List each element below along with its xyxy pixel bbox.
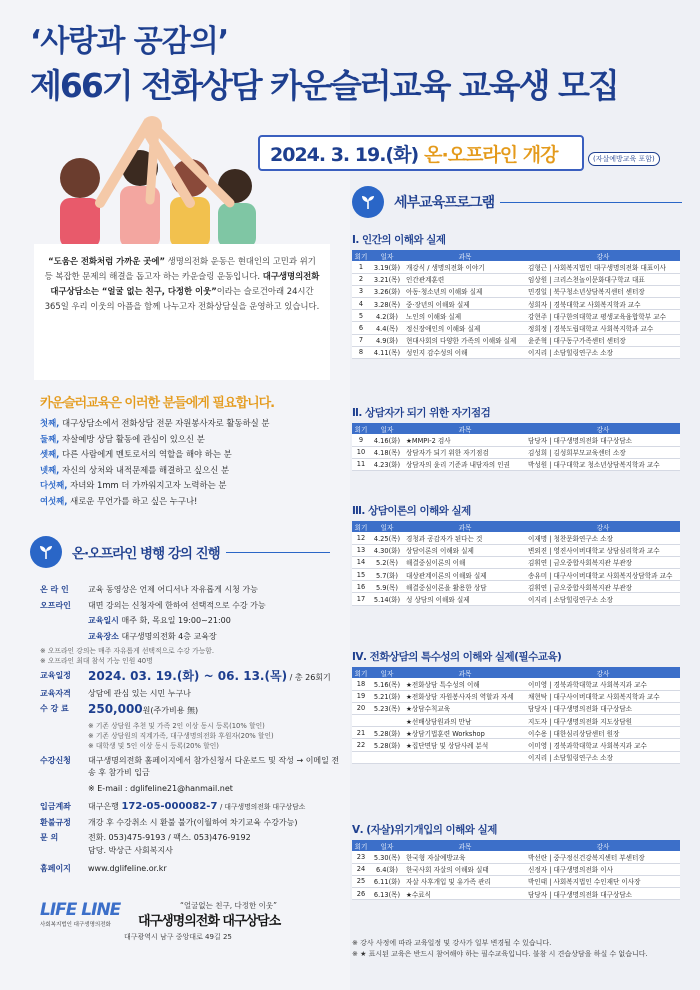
table-row <box>352 346 680 358</box>
date-cell: 5.21(화) <box>370 690 404 702</box>
offline-label: 오프라인 <box>40 600 71 610</box>
program-table <box>352 423 680 471</box>
session-cell: 13 <box>352 544 370 556</box>
intro-quote: “도움은 전화처럼 가까운 곳에” <box>48 256 165 266</box>
place-text: 대구생명의전화 4층 교육장 <box>121 631 217 641</box>
need-item-order: 넷째, <box>40 464 60 475</box>
need-item <box>40 494 340 510</box>
subject-cell: 개강식 / 생명의전화 이야기 <box>404 261 526 273</box>
need-item-order: 셋째, <box>40 449 60 459</box>
subject-cell: 현대사회의 다양한 가족의 이해와 실제 <box>404 334 526 346</box>
subject-cell: 해결중심이론을 활용한 상담 <box>404 581 526 593</box>
online-label: 온 라 인 <box>40 585 69 594</box>
section-divider <box>500 202 682 203</box>
table-row <box>352 851 680 863</box>
table-row <box>352 739 680 751</box>
lecturer-cell: 김휘연 | 금오중합사회복지관 부관장 <box>526 556 680 568</box>
column-header: 강사 <box>526 521 680 532</box>
session-cell: 11 <box>352 458 370 470</box>
offline-note-2: ※ 오프라인 최대 참석 가능 인원 40명 <box>40 657 153 665</box>
session-cell <box>352 751 370 763</box>
need-list <box>40 416 340 509</box>
session-cell: 16 <box>352 581 370 593</box>
session-cell: 25 <box>352 875 370 887</box>
session-cell: 15 <box>352 569 370 581</box>
sprout-icon <box>30 536 62 568</box>
sprout-icon <box>352 186 384 218</box>
session-cell: 21 <box>352 727 370 739</box>
qualification-text: 상담에 관심 있는 시민 누구나 <box>88 688 191 698</box>
subject-cell: 인간관계훈련 <box>404 273 526 285</box>
table-row <box>352 285 680 297</box>
address: 대구광역시 남구 중앙대로 49길 25 <box>124 933 232 941</box>
lecturer-cell: 담당자 | 대구생명의전화 대구상담소 <box>526 434 680 446</box>
column-header: 회기 <box>352 250 370 261</box>
intro-text-2: 이라는 슬로건아래 24시간 365일 우리 이웃의 아픔을 함께 나누고자 전화상담실을 운영하고 있습니다. <box>44 286 320 311</box>
program-part-title: Ⅳ. 전화상담의 특수성의 이해와 실제(필수교육) <box>352 651 562 663</box>
table-row <box>352 678 680 690</box>
program-part <box>352 822 680 900</box>
apply-email[interactable]: ※ E-mail : dglifeline21@hanmail.net <box>88 783 233 793</box>
period-suffix: / 총 26회기 <box>289 673 331 682</box>
date-cell: 5.30(목) <box>370 851 404 863</box>
lecturer-cell: 민경일 | 북구청소년상담복지센터 센터장 <box>526 285 680 297</box>
fee-label: 수 강 료 <box>40 704 69 713</box>
session-cell: 20 <box>352 702 370 714</box>
date-cell: 6.4(화) <box>370 863 404 875</box>
subject-cell: ★상담기법훈련 Workshop <box>404 727 526 739</box>
slogan: “얼굴없는 친구, 다정한 이웃” <box>180 901 278 910</box>
account-holder: / 대구생명의전화 대구상담소 <box>219 803 306 811</box>
need-title <box>40 392 340 411</box>
intro-text-1: 생명의전화 운동은 현대인의 고민과 위기 등 복잡한 문제의 해결을 돕고자 하는 카운슬링 운동입니다. <box>44 256 316 281</box>
table-row <box>352 569 680 581</box>
date-cell: 5.28(화) <box>370 727 404 739</box>
column-header: 회기 <box>352 423 370 434</box>
column-header: 일자 <box>370 840 404 851</box>
program-part-title: Ⅴ. (자살)위기개입의 이해와 실제 <box>352 824 497 836</box>
date-cell: 4.18(목) <box>370 446 404 458</box>
lecturer-cell: 이미영 | 경북과학대학교 사회복지과 교수 <box>526 678 680 690</box>
need-item <box>40 463 340 479</box>
fee-note-1: ※ 기존 상담원 추천 및 가족 2인 이상 동시 등록(10% 할인) <box>88 721 265 730</box>
online-offline-title: 온·오프라인 병행 강의 진행 <box>72 546 220 562</box>
session-cell <box>352 715 370 727</box>
lecturer-cell: 이미영 | 경북과학대학교 사회복지과 교수 <box>526 739 680 751</box>
contact-text: 전화. 053)475-9193 / 팩스. 053)476-9192 <box>88 833 251 842</box>
date-cell: 4.11(목) <box>370 346 404 358</box>
date-cell: 6.11(화) <box>370 875 404 887</box>
lecturer-cell: 담당자 | 대구생명의전화 대구상담소 <box>526 888 680 900</box>
table-row <box>352 434 680 446</box>
contact-person: 담당. 박상근 사회복지사 <box>88 845 173 855</box>
date-cell: 6.13(목) <box>370 888 404 900</box>
date-cell: 5.7(화) <box>370 569 404 581</box>
column-header: 강사 <box>526 250 680 261</box>
lifeline-logo <box>40 900 136 928</box>
program-part-title: Ⅲ. 상담이론의 이해와 실제 <box>352 505 471 517</box>
people-high-five-illustration <box>40 108 260 248</box>
program-part <box>352 405 680 471</box>
course-info <box>40 584 340 879</box>
title-line-1: ‘사랑과 공감의’ <box>30 24 229 59</box>
lecturer-cell: 이지리 | 소담힐링연구소 소장 <box>526 751 680 763</box>
lecturer-cell: 김휘연 | 금오중합사회복지관 부관장 <box>526 581 680 593</box>
column-header: 강사 <box>526 423 680 434</box>
subject-cell: 성 상담의 이해와 실제 <box>404 593 526 605</box>
time-text: 매주 화, 목요일 19:00~21:00 <box>121 616 231 625</box>
footnotes <box>352 938 682 960</box>
lecturer-cell: 이재명 | 청찬문화연구소 소장 <box>526 532 680 544</box>
lecturer-cell: 채현탁 | 대구사이버대학교 사회복지학과 교수 <box>526 690 680 702</box>
date-cell: 5.9(목) <box>370 581 404 593</box>
subject-cell: 상담자의 윤리 기준과 내담자의 인권 <box>404 458 526 470</box>
table-row <box>352 727 680 739</box>
session-cell: 23 <box>352 851 370 863</box>
place-label: 교육장소 <box>88 631 119 641</box>
need-item <box>40 447 340 463</box>
period-label: 교육일정 <box>40 671 71 680</box>
fee-suffix: 원(주가비용 無) <box>142 706 199 715</box>
table-row <box>352 458 680 470</box>
table-row <box>352 544 680 556</box>
table-row <box>352 310 680 322</box>
session-cell: 4 <box>352 298 370 310</box>
session-cell: 17 <box>352 593 370 605</box>
need-title-text: 카운슬러교육은 이러한 분들에게 필요합니다. <box>40 396 275 411</box>
date-cell: 4.9(화) <box>370 334 404 346</box>
session-cell: 10 <box>352 446 370 458</box>
start-date-banner <box>258 135 584 171</box>
subject-cell: 상담이론의 이해와 실제 <box>404 544 526 556</box>
program-table <box>352 840 680 900</box>
table-row <box>352 702 680 714</box>
need-item-order: 둘째, <box>40 433 60 444</box>
date-cell: 4.30(화) <box>370 544 404 556</box>
table-row <box>352 751 680 763</box>
lecturer-cell: 박선란 | 중구정신건강복지센터 부센터장 <box>526 851 680 863</box>
column-header: 강사 <box>526 840 680 851</box>
need-item-text: 대구상담소에서 전화상담 전문 자원봉사자로 활동하실 분 <box>62 418 270 428</box>
offline-note-1: ※ 오프라인 강의는 매주 자유롭게 선택적으로 수강 가능함. <box>40 647 214 655</box>
table-row <box>352 273 680 285</box>
subject-cell: 해결중심이론의 이해 <box>404 556 526 568</box>
need-item-text: 자신의 상처와 내적문제를 해결하고 싶으신 분 <box>62 464 230 475</box>
table-row <box>352 863 680 875</box>
refund-text: 개강 후 수강취소 시 환불 불가(이월하여 차기교육 수강가능) <box>88 817 298 827</box>
date-cell: 3.28(목) <box>370 298 404 310</box>
contact-label: 문 의 <box>40 833 59 842</box>
section-divider <box>226 552 330 553</box>
date-cell: 3.21(목) <box>370 273 404 285</box>
subject-cell: ★전화상담 자원봉사자의 역할과 자세 <box>404 690 526 702</box>
lecturer-cell: 성희자 | 경북대학교 사회복지학과 교수 <box>526 298 680 310</box>
need-item-order: 여섯째, <box>40 495 68 506</box>
need-item-text: 자살예방 상담 활동에 관심이 있으신 분 <box>62 433 205 444</box>
program-table <box>352 521 680 606</box>
lecturer-cell: 이지리 | 소담힐링연구소 소장 <box>526 346 680 358</box>
column-header: 과목 <box>404 423 526 434</box>
date-cell: 4.25(목) <box>370 532 404 544</box>
session-cell: 3 <box>352 285 370 297</box>
subject-cell: 아동·청소년의 이해와 실제 <box>404 285 526 297</box>
date-cell: 5.23(목) <box>370 702 404 714</box>
table-row <box>352 556 680 568</box>
need-item-text: 다른 사람에게 멘토로서의 역할을 해야 하는 분 <box>62 449 232 459</box>
table-row <box>352 334 680 346</box>
program-table <box>352 250 680 359</box>
date-note-badge: (자살예방교육 포함) <box>588 152 660 166</box>
lecturer-cell: 담당자 | 대구생명의전화 대구상담소 <box>526 702 680 714</box>
column-header: 강사 <box>526 667 680 678</box>
lecturer-cell: 임상원 | 크리스천놀이문화대구학교 대표 <box>526 273 680 285</box>
fee-amount: 250,000 <box>88 702 143 716</box>
date-cell: 4.2(화) <box>370 310 404 322</box>
column-header: 일자 <box>370 667 404 678</box>
lecturer-cell: 김성희 | 김성희부모교육센터 소장 <box>526 446 680 458</box>
program-part <box>352 232 680 359</box>
fee-note-3: ※ 대학생 및 5인 이상 동시 등록(20% 할인) <box>88 741 219 750</box>
program-table <box>352 667 680 764</box>
program-part <box>352 649 680 764</box>
subject-cell: ★수료식 <box>404 888 526 900</box>
footnote-1: ※ 강사 사정에 따라 교육일정 및 강사가 일부 변경될 수 있습니다. <box>352 939 552 947</box>
page-title: 제66기 전화상담 카운슬러교육 교육생 모집 <box>30 66 618 105</box>
lecturer-cell: 강현주 | 대구한의대학교 평생교육융합학부 교수 <box>526 310 680 322</box>
session-cell: 7 <box>352 334 370 346</box>
homepage-link[interactable]: www.dglifeline.or.kr <box>88 864 167 873</box>
table-row <box>352 581 680 593</box>
lecturer-cell: 윤준혁 | 대구동구가족센터 센터장 <box>526 334 680 346</box>
column-header: 회기 <box>352 667 370 678</box>
column-header: 과목 <box>404 840 526 851</box>
column-header: 일자 <box>370 423 404 434</box>
subject-cell: 대상관계이론의 이해와 실제 <box>404 569 526 581</box>
date-cell: 5.28(화) <box>370 739 404 751</box>
table-row <box>352 322 680 334</box>
session-cell: 9 <box>352 434 370 446</box>
subject-cell: 자살 사후개입 및 유가족 관리 <box>404 875 526 887</box>
org-name: 대구생명의전화 대구상담소 <box>138 914 281 929</box>
session-cell: 18 <box>352 678 370 690</box>
column-header: 일자 <box>370 521 404 532</box>
subject-cell: 한국형 자살예방교육 <box>404 851 526 863</box>
period-text: 2024. 03. 19.(화) ~ 06. 13.(목) <box>88 669 288 683</box>
apply-text: 대구생명의전화 홈페이지에서 참가신청서 다운로드 및 작성 → 이메일 전송 후 참가비 입금 <box>88 755 340 777</box>
session-cell: 2 <box>352 273 370 285</box>
subject-cell: 노인의 이해와 실제 <box>404 310 526 322</box>
subject-cell: ★전화상담 특수성의 이해 <box>404 678 526 690</box>
session-cell: 19 <box>352 690 370 702</box>
table-row <box>352 446 680 458</box>
session-cell: 5 <box>352 310 370 322</box>
date-cell: 5.2(목) <box>370 556 404 568</box>
subject-cell: 정신장애인의 이해와 실제 <box>404 322 526 334</box>
subject-cell: ★MMPI-2 검사 <box>404 434 526 446</box>
date-cell: 4.16(화) <box>370 434 404 446</box>
lecturer-cell: 박성원 | 대구대학교 청소년상담복지학과 교수 <box>526 458 680 470</box>
lecturer-cell: 박인태 | 사회복지법인 수인재단 이사장 <box>526 875 680 887</box>
apply-label: 수강신청 <box>40 755 71 765</box>
lecturer-cell: 정희정 | 경북도립대학교 사회복지학과 교수 <box>526 322 680 334</box>
subject-cell: ★상담수칙교육 <box>404 702 526 714</box>
subject-cell: 상담자가 되기 위한 자기점검 <box>404 446 526 458</box>
table-row <box>352 593 680 605</box>
table-row <box>352 261 680 273</box>
table-row <box>352 298 680 310</box>
table-row <box>352 875 680 887</box>
column-header: 과목 <box>404 521 526 532</box>
column-header: 과목 <box>404 250 526 261</box>
subject-cell: 중·장년의 이해와 실제 <box>404 298 526 310</box>
column-header: 과목 <box>404 667 526 678</box>
date-cell: 3.26(화) <box>370 285 404 297</box>
need-item-text: 새로운 무언가를 하고 싶은 누구나! <box>70 495 198 506</box>
lecturer-cell: 지도자 | 대구생명의전화 지도상담원 <box>526 715 680 727</box>
column-header: 회기 <box>352 521 370 532</box>
table-row <box>352 715 680 727</box>
fee-note-2: ※ 기존 상담원의 직계가족, 대구생명의전화 후원자(20% 할인) <box>88 731 274 740</box>
footnote-2: ※ ★ 표시된 교육은 반드시 참여해야 하는 필수교육입니다. 불참 시 견습상담을 하실 수 없습니다. <box>352 950 648 958</box>
column-header: 회기 <box>352 840 370 851</box>
need-item-order: 첫째, <box>40 418 60 428</box>
offline-text: 대면 강의는 신청자에 한하여 선택적으로 수강 가능 <box>88 600 266 610</box>
refund-label: 환불규정 <box>40 817 71 827</box>
intro-bold: 대구생명의전화 대구상담소는 “얼굴 없는 친구, 다정한 이웃” <box>50 271 320 296</box>
session-cell: 24 <box>352 863 370 875</box>
need-item-text: 자녀와 1mm 더 가까워지고자 노력하는 분 <box>70 480 227 490</box>
logo-sub: 사회복지법인 대구생명의전화 <box>40 922 111 928</box>
date-cell: 4.23(화) <box>370 458 404 470</box>
session-cell: 12 <box>352 532 370 544</box>
program-section-header <box>352 184 682 220</box>
program-part <box>352 503 680 606</box>
subject-cell: ★선배상담원과의 만남 <box>404 715 526 727</box>
lecturer-cell: 신정자 | 대구생명의전화 이사 <box>526 863 680 875</box>
need-item <box>40 432 340 448</box>
lecturer-cell: 이수용 | 대한심리상담센터 원장 <box>526 727 680 739</box>
start-date: 2024. 3. 19.(화) <box>270 143 419 166</box>
session-cell: 26 <box>352 888 370 900</box>
online-text: 교육 동영상은 언제 어디서나 자유롭게 시청 가능 <box>88 585 258 594</box>
time-label: 교육일시 <box>88 616 119 625</box>
program-title: 세부교육프로그램 <box>394 195 495 211</box>
column-header: 일자 <box>370 250 404 261</box>
date-cell <box>370 751 404 763</box>
account-bank: 대구은행 <box>88 802 119 811</box>
date-cell: 4.4(목) <box>370 322 404 334</box>
lecturer-cell: 이지리 | 소담힐링연구소 소장 <box>526 593 680 605</box>
account-number: 172-05-000082-7 <box>121 801 218 812</box>
logo-text: LIFE LINE <box>40 900 121 920</box>
account-label: 입금계좌 <box>40 802 71 811</box>
footer-logo-area <box>40 900 340 980</box>
qualification-label: 교육자격 <box>40 688 71 698</box>
subject-cell: 경청과 공감자가 된다는 것 <box>404 532 526 544</box>
subject-cell: 성인지 감수성의 이해 <box>404 346 526 358</box>
session-cell: 8 <box>352 346 370 358</box>
homepage-label: 홈페이지 <box>40 864 71 873</box>
session-cell: 22 <box>352 739 370 751</box>
date-cell: 3.19(화) <box>370 261 404 273</box>
need-item <box>40 478 340 494</box>
start-format: 온·오프라인 개강 <box>424 143 558 166</box>
program-part-title: Ⅰ. 인간의 이해와 실제 <box>352 234 446 246</box>
intro-box <box>34 244 330 380</box>
online-offline-section-header <box>30 535 330 569</box>
date-cell <box>370 715 404 727</box>
subject-cell: ★집단면담 및 상담사례 분석 <box>404 739 526 751</box>
lecturer-cell: 변외진 | 영진사이버대학교 상담심리학과 교수 <box>526 544 680 556</box>
date-cell: 5.16(목) <box>370 678 404 690</box>
date-cell: 5.14(화) <box>370 593 404 605</box>
need-item <box>40 416 340 432</box>
table-row <box>352 532 680 544</box>
session-cell: 1 <box>352 261 370 273</box>
lecturer-cell: 송유미 | 대구사이버대학교 사회복지상담학과 교수 <box>526 569 680 581</box>
need-item-order: 다섯째, <box>40 480 68 490</box>
subject-cell: 한국사회 자살의 이해와 실태 <box>404 863 526 875</box>
table-row <box>352 690 680 702</box>
table-row <box>352 888 680 900</box>
program-part-title: Ⅱ. 상담자가 되기 위한 자기점검 <box>352 407 491 419</box>
session-cell: 14 <box>352 556 370 568</box>
lecturer-cell: 김형근 | 사회복지법인 대구생명의전화 대표이사 <box>526 261 680 273</box>
session-cell: 6 <box>352 322 370 334</box>
subject-cell <box>404 751 526 763</box>
